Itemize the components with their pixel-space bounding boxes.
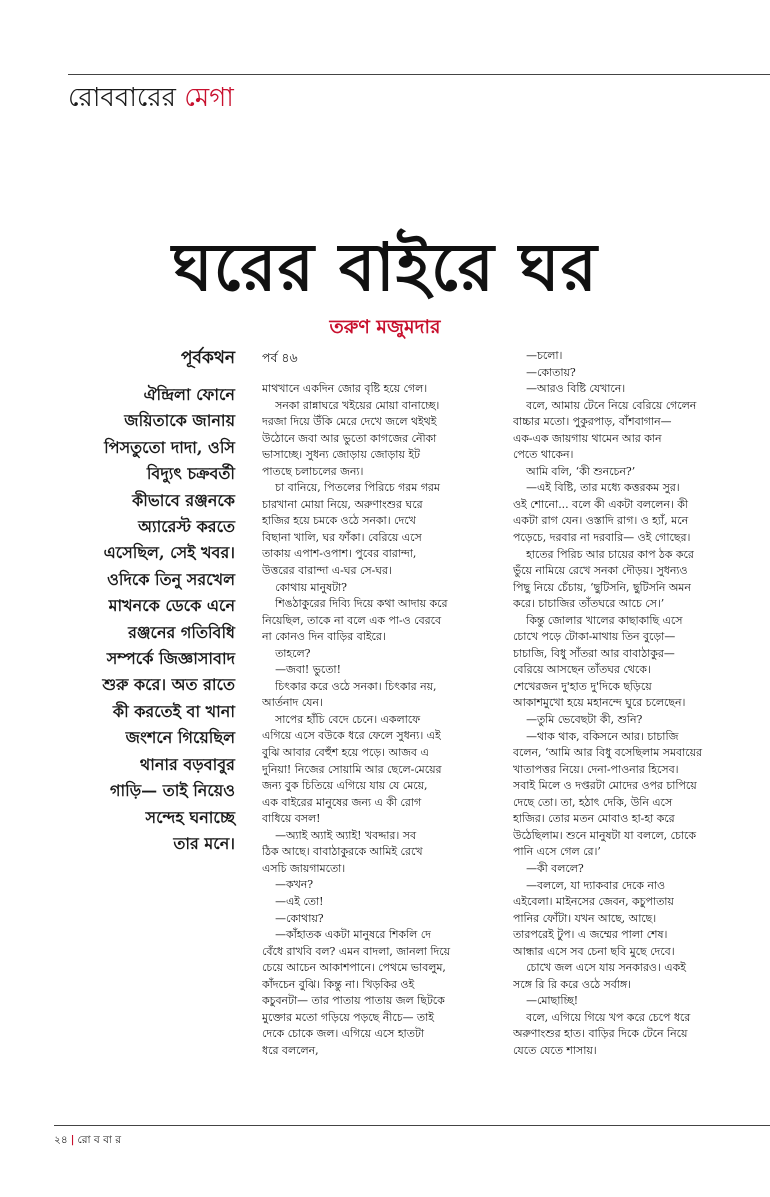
text-line: পানি এসে গেল রে।’ xyxy=(513,845,601,859)
text-line: খাতাপত্তর নিয়ে। দেনা-পাওনার হিসেব। xyxy=(513,762,679,776)
text-line: পিছু নিয়ে চেঁচায়, ‘ছুটিসনি, ছুটিসনি অমন xyxy=(513,580,691,594)
text-line: চিৎকার করে ওঠে সনকা। চিৎকার নয়, xyxy=(275,679,437,693)
synopsis-line: পিসতুতো দাদা, ওসি xyxy=(104,437,235,457)
text-line: কিন্তু জোলার খালের কাছাকাছি এসে xyxy=(526,613,683,627)
bottom-rule xyxy=(54,1125,770,1126)
synopsis-line: বিদ্যুৎ চক্রবর্তী xyxy=(146,464,235,484)
text-line: ভাসাচ্ছে। সুধন্য জোড়ায় জোড়ায় ইট xyxy=(262,448,420,462)
text-line: উঠোনে জবা আর ভুতো কাগজের নৌকা xyxy=(262,431,437,445)
synopsis-line: ওদিকে তিনু সরখেল xyxy=(107,569,235,589)
text-line: দেছে তো। তা, হঠাৎ দেকি, উনি এসে xyxy=(513,795,673,809)
synopsis-line: কী করতেই বা খানা xyxy=(112,701,235,721)
text-line: চোখে পড়ে টোকা-মাথায় তিন বুড়ো— xyxy=(513,630,676,644)
synopsis-line: ঐন্দ্রিলা ফোনে xyxy=(143,385,235,404)
body-column-2 xyxy=(513,348,705,1060)
text-line: ভুঁয়ে নামিয়ে রেখে সনকা দৌড়য়। সুধন্যও xyxy=(513,564,688,578)
text-line: এক বাইরের মানুষের জন্য এ কী রোগ xyxy=(262,795,422,809)
synopsis-line: কীভাবে রঞ্জনকে xyxy=(132,490,235,510)
body-column-1 xyxy=(262,348,502,1059)
text-line: দেকে চোকে জল। এগিয়ে এসে হাতটা xyxy=(262,1027,424,1041)
column-1-text xyxy=(262,381,502,1059)
text-line: হাতের পিরিচ আর চায়ের কাপ ঠক করে xyxy=(526,547,694,561)
text-line: মাথখানে একদিন জোর বৃষ্টি হয়ে গেল। xyxy=(262,382,428,395)
text-line: —আরও বিষ্টি যেখানে। xyxy=(526,382,626,396)
text-line: বেঁধে রাখবি বল? এমন বাদলা, জানলা দিয়ে xyxy=(262,944,451,958)
page-number: ২৪ xyxy=(54,1134,68,1146)
text-line: ধরে বললেন, xyxy=(262,1043,319,1057)
text-line: চেয়ে আচেন আকাশপানে। পেথমে ভাবলুম, xyxy=(262,961,446,975)
text-line: হাজির হয়ে চমকে ওঠে সনকা। দেখে xyxy=(262,514,416,528)
text-line: এগিয়ে এসে বউকে ধরে ফেলে সুধন্য। এই xyxy=(262,729,441,743)
text-line: বিছানা খালি, ঘর ফাঁকা। বেরিয়ে এসে xyxy=(262,530,422,544)
text-line: এক-এক জায়গায় থামেন আর কান xyxy=(513,431,662,445)
text-line: বলে, এগিয়ে গিয়ে খপ করে চেপে ধরে xyxy=(526,1010,691,1024)
synopsis-line: অ্যারেস্ট করতে xyxy=(138,517,235,537)
text-line: সবাই মিলে ও দপ্তরটা মোদের ওপর চাপিয়ে xyxy=(513,779,697,793)
text-line: —কখন? xyxy=(275,878,314,892)
text-line: কোথায় মানুষটা? xyxy=(275,580,348,594)
text-line: হাজির। তোর মতন মোবাও হা-হা করে xyxy=(513,812,675,826)
text-line: —এই তো! xyxy=(275,894,324,908)
text-line: বাধিয়ে বসল! xyxy=(262,812,321,826)
synopsis-line: শুরু করে। অত রাতে xyxy=(102,675,235,695)
synopsis xyxy=(30,346,235,857)
text-line: পাতছে চলাচলের জন্য। xyxy=(262,464,364,478)
text-line: অরুণাংশুর হাত। বাড়ির দিকে টেনে নিয়ে xyxy=(513,1027,688,1041)
text-line: এসচি জায়গামতো। xyxy=(262,861,346,875)
article-author: তরুণ মজুমদার xyxy=(329,316,441,338)
column-2-text xyxy=(513,348,705,1060)
text-line: বলে, আমায় টেনে নিয়ে বেরিয়ে গেলেন xyxy=(526,398,697,412)
text-line: সনকা রান্নাঘরে খইয়ের মোয়া বানাচ্ছে। xyxy=(275,398,440,412)
text-line: আমি বলি, ‘কী শুনচেন?’ xyxy=(526,464,636,478)
text-line: পানির ফোঁটা। যখন আছে, আছে। xyxy=(513,911,657,925)
text-line: পেতে থাকেন। xyxy=(513,448,574,462)
text-line: —কাঁহাতক একটা মানুষরে শিকলি দে xyxy=(275,928,431,942)
text-line: শেখেরজন দু'হাত দু'দিকে ছড়িয়ে xyxy=(513,679,652,693)
text-line: কচুবনটা— তার পাতায় পাতায় জল ছিটকে xyxy=(262,994,445,1008)
synopsis-line: তার মনে। xyxy=(173,833,235,853)
text-line: বলেন, ‘আমি আর বিধু বসেছিলাম সমবায়ের xyxy=(513,746,703,760)
text-line: ওই শোনো... বলে কী একটা বললেন। কী xyxy=(513,497,688,511)
synopsis-line: জংশনে গিয়েছিল xyxy=(125,728,235,748)
text-line: আর্তনাদ যেন। xyxy=(262,696,323,710)
text-line: তাকায় এপাশ-ওপাশ। পুবের বারান্দা, xyxy=(262,547,417,561)
section-label xyxy=(68,80,234,116)
text-line: —অ্যাই অ্যাই অ্যাই! খবদ্দার। সব xyxy=(275,828,417,842)
text-line: বেরিয়ে আসছেন তাঁতঘর থেকে। xyxy=(513,663,651,677)
synopsis-text xyxy=(30,382,235,857)
text-line: পড়েচে, দরবার না দরবারি— ওই গোছের। xyxy=(513,531,691,545)
text-line: আন্ধার এসে সব চেনা ছবি মুছে দেবে। xyxy=(513,944,675,958)
synopsis-line: থানার বড়বাবুর xyxy=(139,754,235,774)
text-line: —থাক থাক, বকিসনে আর। চাচাজি xyxy=(526,729,679,743)
synopsis-line: সম্পর্কে জিজ্ঞাসাবাদ xyxy=(106,649,235,669)
text-line: এইবেলা। মাইনসের জেবন, কচুপাতায় xyxy=(513,895,674,909)
text-line: না কোনও দিন বাড়ির বাইরে। xyxy=(262,630,386,644)
section-accent: মেগা xyxy=(184,83,234,113)
text-line: সাপের হাঁচি বেদে চেনে। একলাফে xyxy=(275,712,421,726)
text-line: যেতে যেতে শাসায়। xyxy=(513,1043,597,1057)
text-line: —বললে, যা দ্যাকবার দেকে নাও xyxy=(526,878,666,892)
text-line: বাচ্চার মতো। পুকুরপাড়, বাঁশবাগান— xyxy=(513,415,672,429)
text-line: আকাশমুখো হয়ে মহানন্দে ঘুরে চলেছেন। xyxy=(513,696,686,710)
text-line: উত্তরের বারান্দা এ-ঘর সে-ঘর। xyxy=(262,564,392,578)
text-line: উঠেছিলাম। শুনে মানুষটা যা বললে, চোকে xyxy=(513,828,696,842)
footer-separator: | xyxy=(70,1134,75,1146)
text-line: —কী বললে? xyxy=(526,861,584,875)
text-line: মুক্তোর মতো গড়িয়ে পড়ছে নীচে— তাই xyxy=(262,1010,434,1024)
text-line: দুনিয়া! নিজের সোয়ামি আর ছেলে-মেয়ের xyxy=(262,762,442,776)
text-line: শিঙঠাকুরের দিব্যি দিয়ে কথা আদায় করে xyxy=(275,597,448,611)
text-line: —কোতায়? xyxy=(526,365,576,379)
text-line: কাঁদচেন বুঝি। কিন্তু না। খিড়কির ওই xyxy=(262,977,415,991)
page-footer xyxy=(54,1132,121,1148)
text-line: ঠিক আছে। বাবাঠাকুরকে আমিই রেখে xyxy=(262,845,423,859)
text-line: দরজা দিয়ে উঁকি মেরে দেখে জলে থইথই xyxy=(262,415,437,429)
magazine-name: রো ব বা র xyxy=(77,1134,122,1146)
text-line: চা বানিয়ে, পিতলের পিরিচে গরম গরম xyxy=(275,481,440,495)
synopsis-line: রঞ্জনের গতিবিধি xyxy=(128,622,235,642)
synopsis-heading: পূর্বকথন xyxy=(180,348,235,368)
text-line: একটা রাগ যেন। ওস্তাদি রাগ। ও হ্যাঁ, মনে xyxy=(513,514,689,528)
top-rule xyxy=(68,74,770,75)
text-line: তাহলে? xyxy=(275,646,311,660)
text-line: জন্য বুক চিতিয়ে এগিয়ে যায় যে মেয়ে, xyxy=(262,779,428,793)
text-line: —তুমি ভেবেছটা কী, শুনি? xyxy=(526,713,643,727)
synopsis-line: মাখনকে ডেকে এনে xyxy=(108,596,235,616)
text-line: —চলো। xyxy=(526,349,563,362)
text-line: বুঝি আবার বেহুঁশ হয়ে পড়ে। আজব এ xyxy=(262,746,429,760)
synopsis-line: সন্দেহ ঘনাচ্ছে xyxy=(145,807,235,827)
text-line: নিয়েছিল, তাকে না বলে এক পা-ও বেরবে xyxy=(262,613,442,627)
text-line: —এই বিষ্টি, তার মধ্যে কত্তরকম সুর। xyxy=(526,481,680,495)
text-line: করে। চাচাজির তাঁতঘরে আচে সে।’ xyxy=(513,597,665,611)
synopsis-line: জয়িতাকে জানায় xyxy=(124,411,235,431)
episode-number: পর্ব ৪৬ xyxy=(262,350,298,365)
section-prefix: রোববারের xyxy=(68,83,176,113)
article-title: ঘরের বাইরে ঘর xyxy=(172,228,598,306)
text-line: চাচাজি, বিধু সাঁতরা আর বাবাঠাকুর— xyxy=(513,646,675,660)
text-line: —মোছাচ্ছি! xyxy=(526,994,579,1008)
text-line: —জবা! ভুতো! xyxy=(275,663,341,677)
text-line: চারখানা মোয়া নিয়ে, অরুণাংশুর ঘরে xyxy=(262,497,423,511)
synopsis-line: গাড়ি— তাই নিয়েও xyxy=(110,781,235,801)
text-line: সঙ্গে রি রি করে ওঠে সর্বাঙ্গ। xyxy=(513,977,632,991)
synopsis-line: এসেছিল, সেই খবর। xyxy=(103,543,235,563)
text-line: তারপরেই টুপ। এ জম্মের পালা শেষ। xyxy=(513,928,668,942)
text-line: —কোথায়? xyxy=(275,911,324,925)
text-line: চোখে জল এসে যায় সনকারও। একই xyxy=(526,961,686,975)
